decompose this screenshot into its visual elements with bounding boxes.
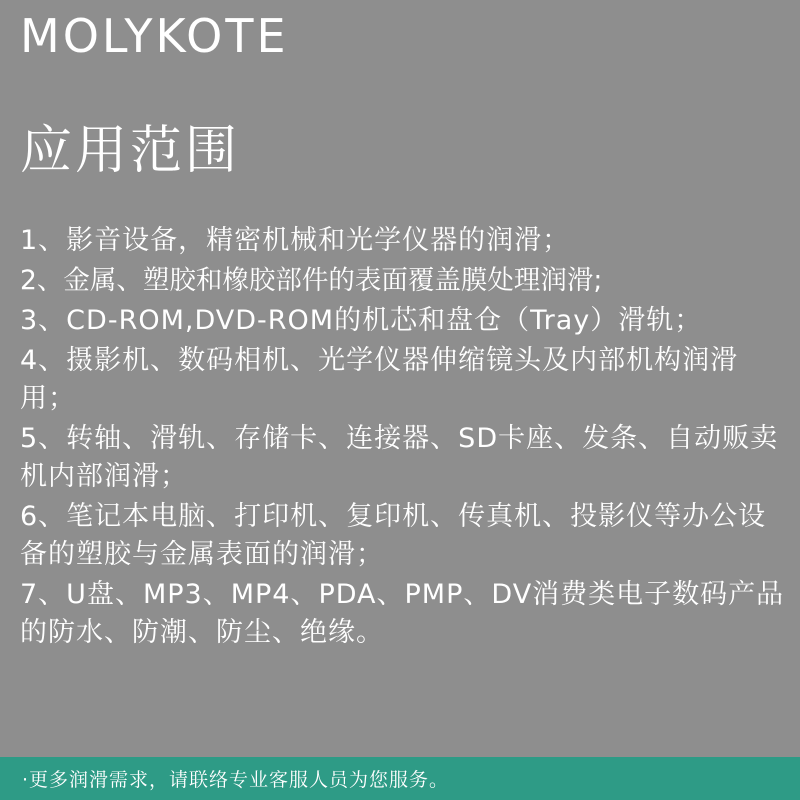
list-item: 4、摄影机、数码相机、光学仪器伸缩镜头及内部机构润滑用； bbox=[20, 345, 739, 414]
list-item: 7、U盘、MP3、MP4、PDA、PMP、DV消费类电子数码产品的防水、防潮、防尘、绝缘。 bbox=[20, 579, 785, 648]
section-title: 应用范围 bbox=[20, 121, 241, 181]
list-item: 6、笔记本电脑、打印机、复印机、传真机、投影仪等办公设备的塑胶与金属表面的润滑； bbox=[20, 501, 767, 570]
list-item: 2、金属、塑胶和橡胶部件的表面覆盖膜处理润滑; bbox=[20, 265, 603, 296]
list-item: 3、CD-ROM,DVD-ROM的机芯和盘仓（Tray）滑轨； bbox=[20, 305, 703, 336]
application-list bbox=[20, 222, 790, 654]
list-item: 1、影音设备，精密机械和光学仪器的润滑； bbox=[20, 225, 571, 256]
footer-text: ·更多润滑需求，请联络专业客服人员为您服务。 bbox=[22, 769, 450, 791]
brand-logo-text: MOLYKOTE bbox=[20, 9, 289, 63]
list-item: 5、转轴、滑轨、存储卡、连接器、SD卡座、发条、自动贩卖机内部润滑； bbox=[20, 423, 779, 492]
footer-bar bbox=[0, 757, 800, 800]
